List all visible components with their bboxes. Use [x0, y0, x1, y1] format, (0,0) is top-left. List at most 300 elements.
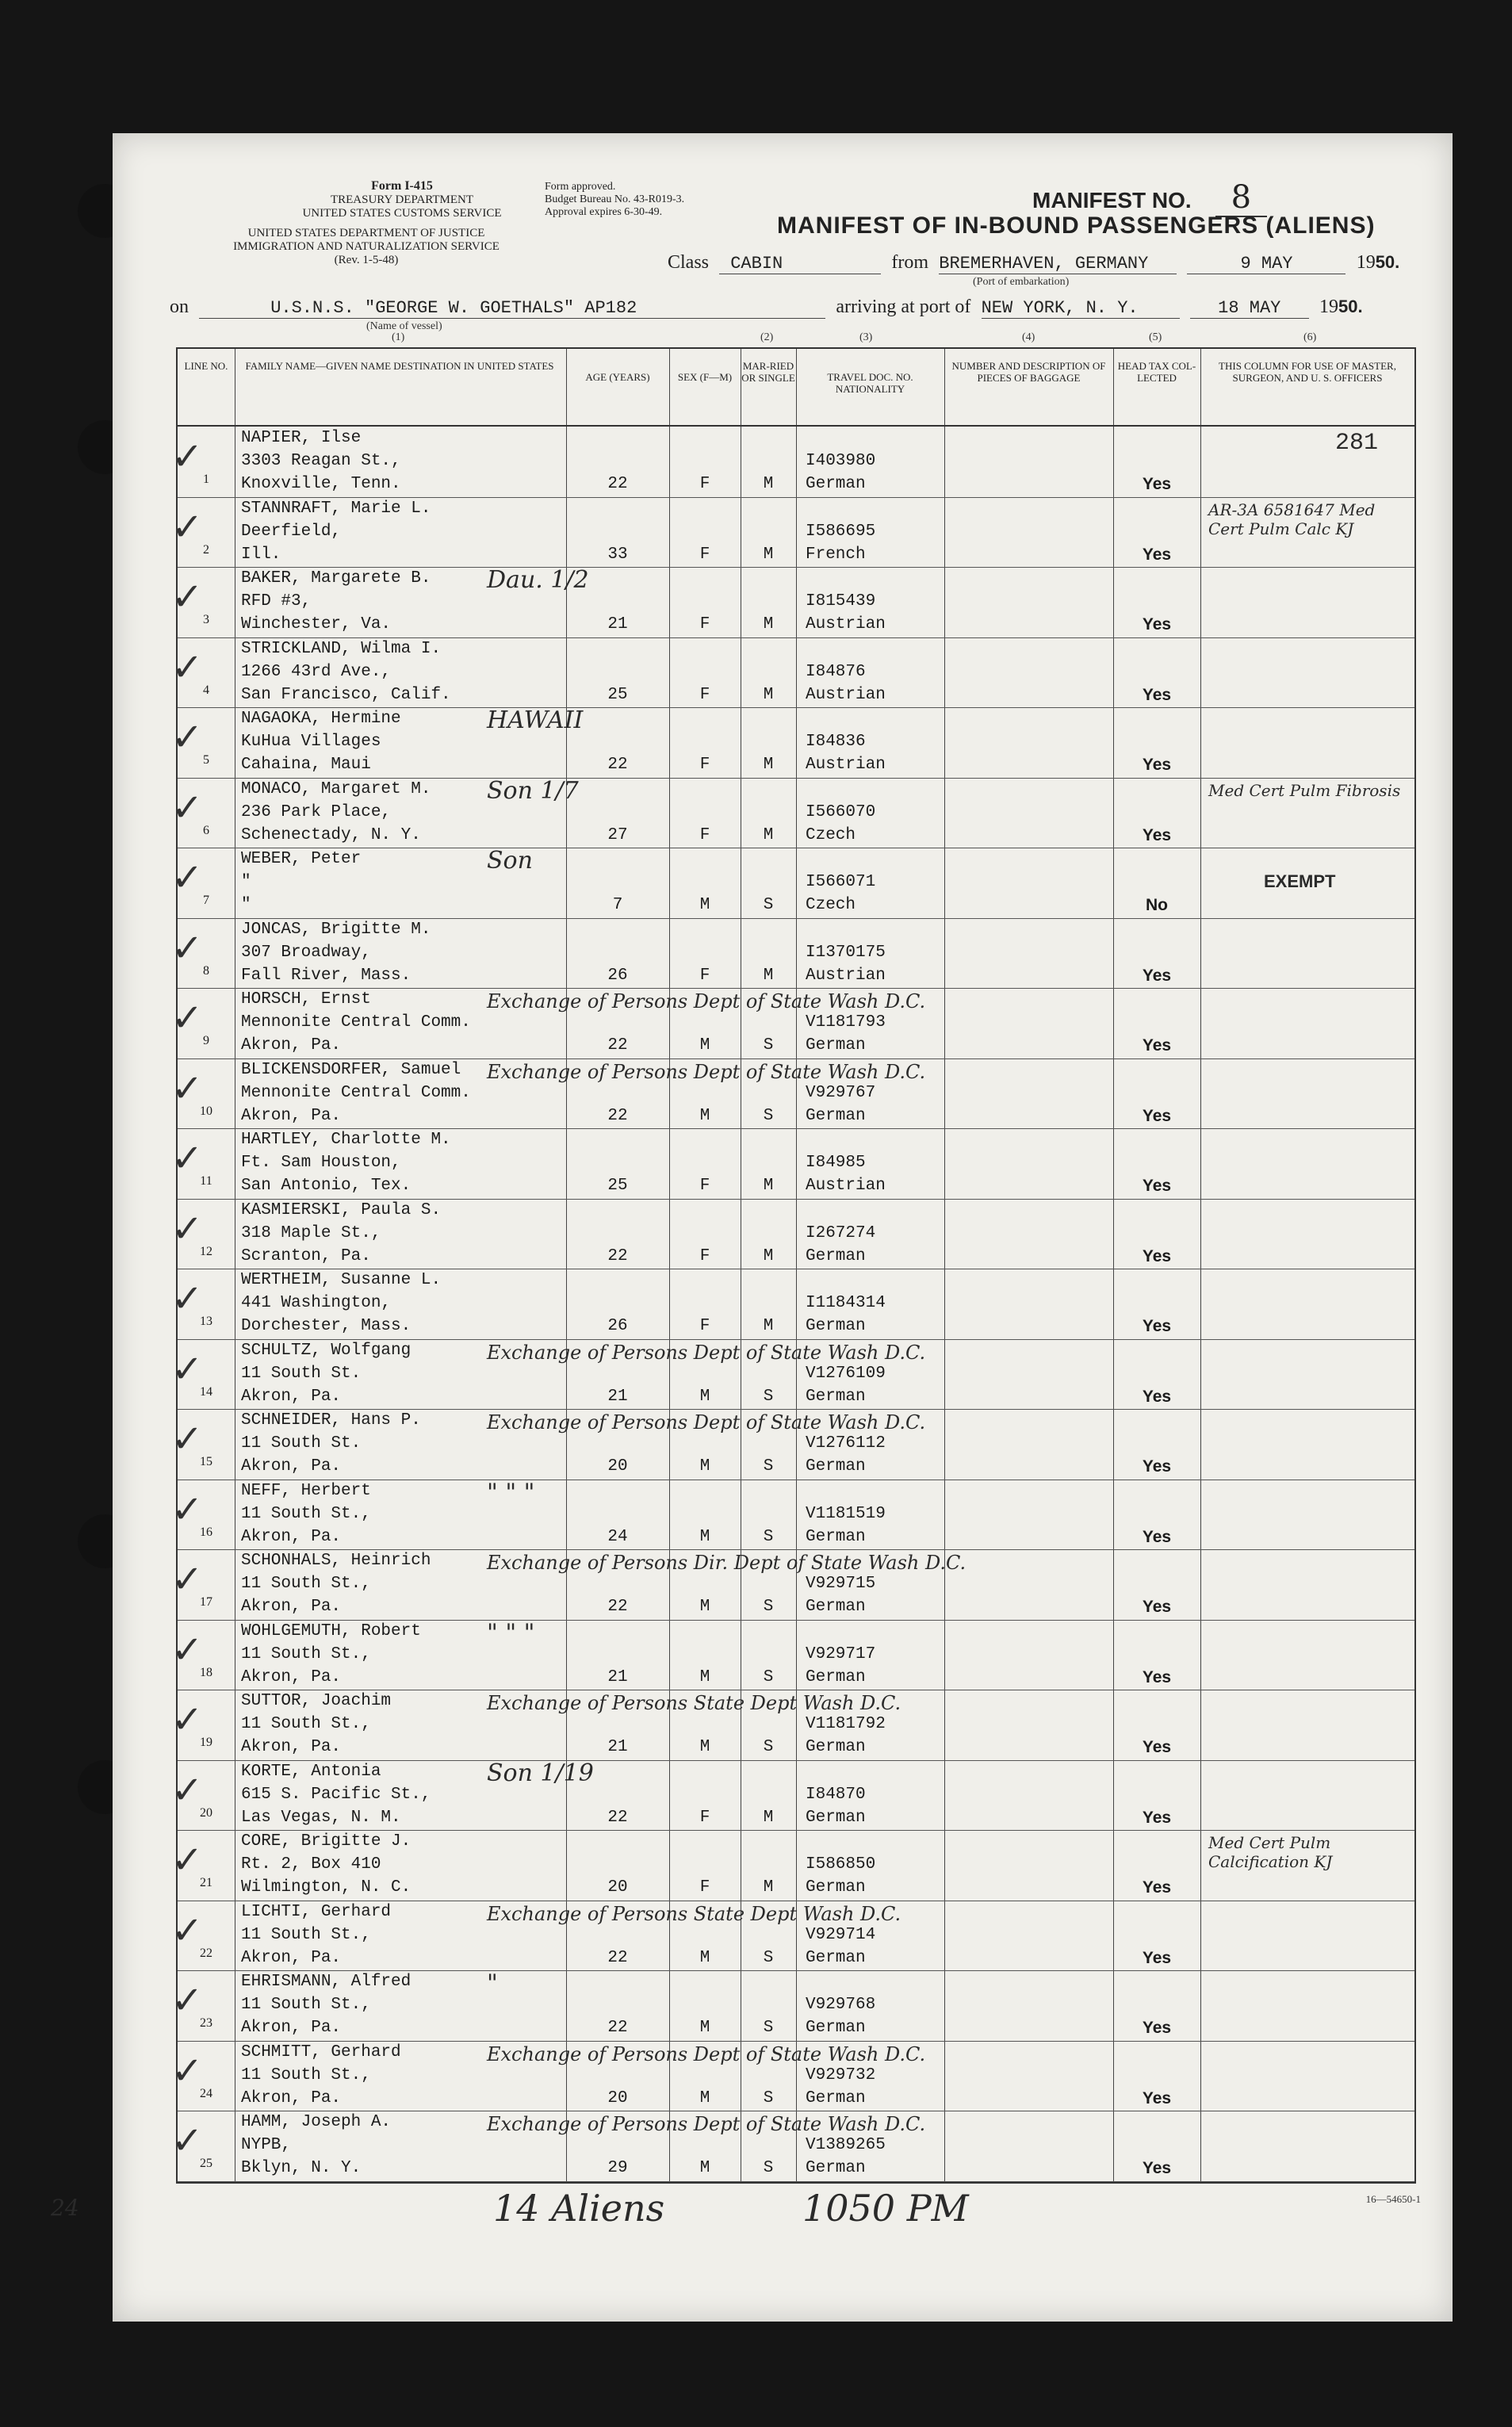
line-number: 14 — [200, 1384, 212, 1399]
travel-doc-number: I267274 — [806, 1223, 876, 1242]
handwritten-annotation: HAWAII — [487, 706, 584, 734]
head-tax: No — [1146, 896, 1168, 914]
table-row — [171, 1759, 1414, 1832]
passenger-address: Mennonite Central Comm. — [241, 1013, 471, 1032]
class-value: CABIN — [719, 254, 881, 274]
marital-status: M — [763, 475, 774, 493]
passenger-sex: F — [699, 756, 710, 774]
passenger-age: 26 — [607, 1317, 628, 1335]
marital-status: S — [763, 1598, 774, 1616]
customs-service: UNITED STATES CUSTOMS SERVICE — [302, 207, 502, 220]
travel-doc-number: V1181519 — [806, 1504, 886, 1523]
head-tax: Yes — [1142, 1738, 1172, 1756]
col-header-tax: HEAD TAX COL-LECTED — [1117, 360, 1196, 384]
passenger-address: 615 S. Pacific St., — [241, 1785, 431, 1804]
table-row — [171, 1970, 1414, 2042]
passenger-age: 21 — [607, 1387, 628, 1406]
checkmark-icon: ✓ — [171, 1206, 204, 1251]
checkmark-icon: ✓ — [171, 2048, 204, 2093]
passenger-age: 20 — [607, 1878, 628, 1897]
checkmark-icon: ✓ — [171, 1066, 204, 1111]
passenger-city: Akron, Pa. — [241, 1527, 342, 1546]
line-number: 19 — [200, 1736, 212, 1749]
budget-label: Budget Bureau No. 43-R019-3. — [545, 193, 685, 205]
line-number: 6 — [203, 823, 209, 837]
marital-status: M — [763, 825, 774, 844]
head-tax: Yes — [1142, 545, 1172, 564]
arrival-date: 18 MAY — [1190, 298, 1309, 319]
passenger-city: Akron, Pa. — [241, 1457, 342, 1476]
passenger-city: San Francisco, Calif. — [241, 685, 451, 704]
form-number: Form I-415 — [371, 179, 433, 193]
travel-doc-number: V929732 — [806, 2065, 876, 2084]
passenger-age: 22 — [607, 1948, 628, 1967]
head-tax: Yes — [1142, 1036, 1172, 1055]
travel-doc-number: I586695 — [806, 522, 876, 541]
line-number: 3 — [203, 613, 209, 626]
form-identifier — [299, 179, 505, 220]
marital-status: M — [763, 756, 774, 774]
passenger-name: EHRISMANN, Alfred — [241, 1973, 411, 1991]
travel-doc-number: I815439 — [806, 592, 876, 611]
passenger-address: Rt. 2, Box 410 — [241, 1855, 381, 1874]
nationality: German — [806, 1036, 866, 1055]
passenger-sex: M — [699, 1457, 710, 1476]
line-number: 18 — [200, 1665, 212, 1679]
passenger-name: MONACO, Margaret M. — [241, 779, 431, 798]
table-row — [171, 1901, 1414, 1972]
nationality: Austrian — [806, 615, 886, 634]
table-row — [171, 1058, 1414, 1130]
handwritten-annotation: Exchange of Persons State Dept Wash D.C. — [487, 1692, 901, 1714]
head-tax: Yes — [1142, 2159, 1172, 2177]
passenger-name: SUTTOR, Joachim — [241, 1692, 392, 1710]
passenger-sex: F — [699, 475, 710, 493]
arrival-year-prefix: 19 — [1319, 297, 1338, 317]
marital-status: S — [763, 1527, 774, 1546]
passenger-age: 7 — [612, 896, 623, 914]
head-tax: Yes — [1142, 1457, 1172, 1476]
travel-doc-number: I1184314 — [806, 1294, 886, 1312]
checkmark-icon: ✓ — [171, 1767, 204, 1813]
passenger-age: 22 — [607, 756, 628, 774]
passenger-city: San Antonio, Tex. — [241, 1177, 411, 1195]
handwritten-annotation: Son — [487, 847, 533, 875]
passenger-age: 22 — [607, 1036, 628, 1055]
table-row — [171, 1478, 1414, 1551]
travel-doc-number: V929717 — [806, 1644, 876, 1663]
ins-label: IMMIGRATION AND NATURALIZATION SERVICE — [233, 240, 500, 253]
nationality: Austrian — [806, 756, 886, 774]
line-number: 25 — [200, 2157, 212, 2170]
line-number: 15 — [200, 1455, 212, 1468]
checkmark-icon: ✓ — [171, 504, 204, 549]
marital-status: S — [763, 1387, 774, 1406]
travel-doc-number: V929714 — [806, 1925, 876, 1944]
col-header-age: AGE (YEARS) — [585, 371, 650, 383]
passenger-sex: M — [699, 1036, 710, 1055]
nationality: German — [806, 1317, 866, 1335]
departure-year: 50. — [1375, 252, 1400, 272]
officer-note: Med Cert Pulm Fibrosis — [1208, 780, 1401, 800]
col-number: (3) — [859, 331, 873, 343]
handwritten-annotation: Exchange of Persons Dept of State Wash D.C. — [487, 1341, 926, 1364]
passenger-address: 11 South St. — [241, 1434, 362, 1453]
line-number: 11 — [200, 1174, 212, 1188]
passenger-address: 236 Park Place, — [241, 802, 392, 821]
marital-status: M — [763, 1177, 774, 1195]
table-row — [171, 1690, 1414, 1761]
passenger-sex: M — [699, 1106, 710, 1125]
nationality: German — [806, 1738, 866, 1756]
checkmark-icon: ✓ — [171, 856, 204, 900]
passenger-age: 22 — [607, 2019, 628, 2037]
head-tax: Yes — [1142, 1317, 1172, 1335]
col-header-line: LINE NO. — [184, 360, 228, 372]
travel-doc-number: I1370175 — [806, 943, 886, 962]
passenger-city: Winchester, Va. — [241, 615, 392, 634]
table-row — [171, 637, 1414, 709]
table-row — [171, 1128, 1414, 1200]
col-number: (1) — [392, 331, 405, 343]
marital-status: S — [763, 2088, 774, 2107]
handwritten-annotation: Exchange of Persons Dept of State Wash D.C. — [487, 2042, 926, 2065]
passenger-city: Ill. — [241, 545, 281, 564]
nationality: German — [806, 1598, 866, 1616]
passenger-age: 29 — [607, 2159, 628, 2177]
head-tax: Yes — [1142, 685, 1172, 704]
col-header-name: FAMILY NAME—GIVEN NAME DESTINATION IN UNITED STATES — [245, 360, 554, 372]
passenger-city: Akron, Pa. — [241, 1948, 342, 1967]
table-row — [171, 2111, 1414, 2182]
nationality: German — [806, 1246, 866, 1265]
officer-note: AR-3A 6581647 Med Cert Pulm Calc KJ — [1208, 500, 1376, 538]
passenger-city: Akron, Pa. — [241, 1106, 342, 1125]
passenger-name: WERTHEIM, Susanne L. — [241, 1271, 442, 1289]
doj-label: UNITED STATES DEPARTMENT OF JUSTICE — [247, 227, 485, 239]
checkmark-icon: ✓ — [171, 575, 204, 619]
head-tax: Yes — [1142, 1878, 1172, 1897]
travel-doc-number: V929767 — [806, 1083, 876, 1102]
table-row — [171, 1269, 1414, 1340]
travel-doc-number: V1276109 — [806, 1364, 886, 1383]
left-margin-mark: 24 — [51, 2195, 79, 2221]
passenger-city: Cahaina, Maui — [241, 756, 371, 774]
nationality: German — [806, 475, 866, 493]
passenger-sex: F — [699, 1246, 710, 1265]
passenger-sex: F — [699, 685, 710, 704]
passenger-age: 22 — [607, 475, 628, 493]
nationality: Austrian — [806, 685, 886, 704]
officer-note: EXEMPT — [1264, 871, 1336, 891]
arrival-time-note: 1050 PM — [802, 2187, 969, 2230]
line-number: 17 — [200, 1595, 212, 1609]
head-tax: Yes — [1142, 1948, 1172, 1967]
marital-status: S — [763, 2019, 774, 2037]
table-row — [171, 427, 1414, 498]
line-number: 13 — [200, 1315, 212, 1328]
travel-doc-number: V1276112 — [806, 1434, 886, 1453]
nationality: German — [806, 1106, 866, 1125]
table-row — [171, 1409, 1414, 1480]
marital-status: S — [763, 1667, 774, 1686]
passenger-address: 11 South St., — [241, 1575, 371, 1593]
passenger-city: " — [241, 896, 251, 914]
checkmark-icon: ✓ — [171, 1557, 204, 1602]
revision-label: (Rev. 1-5-48) — [334, 254, 399, 266]
table-row — [171, 776, 1414, 849]
travel-doc-number: V929768 — [806, 1996, 876, 2014]
passenger-sex: M — [699, 2088, 710, 2107]
handwritten-annotation: " — [487, 1970, 498, 1997]
arrival-year: 50. — [1338, 297, 1363, 316]
passenger-city: Knoxville, Tenn. — [241, 475, 401, 493]
nationality: German — [806, 1808, 866, 1827]
travel-doc-number: I84876 — [806, 662, 866, 681]
table-row — [171, 2041, 1414, 2112]
handwritten-annotation: Exchange of Persons Dept of State Wash D.C. — [487, 990, 926, 1013]
nationality: French — [806, 545, 866, 564]
passenger-name: BLICKENSDORFER, Samuel — [241, 1060, 461, 1079]
line-number: 12 — [200, 1244, 212, 1258]
passenger-table — [171, 331, 1416, 2184]
vessel-line — [170, 297, 1363, 319]
checkmark-icon: ✓ — [171, 1487, 204, 1532]
marital-status: S — [763, 896, 774, 914]
nationality: German — [806, 1457, 866, 1476]
checkmark-icon: ✓ — [171, 1838, 204, 1882]
from-label: from — [891, 252, 929, 273]
passenger-age: 22 — [607, 1598, 628, 1616]
passenger-age: 27 — [607, 825, 628, 844]
passenger-city: Akron, Pa. — [241, 1387, 342, 1406]
handwritten-annotation: Son 1/19 — [487, 1759, 594, 1787]
handwritten-annotation: Exchange of Persons Dept of State Wash D.C. — [487, 2113, 926, 2135]
nationality: Czech — [806, 896, 856, 914]
travel-doc-number: I586850 — [806, 1855, 876, 1874]
class-line — [668, 252, 1399, 274]
passenger-age: 21 — [607, 1667, 628, 1686]
treasury-dept: TREASURY DEPARTMENT — [330, 193, 474, 206]
passenger-city: Dorchester, Mass. — [241, 1317, 411, 1335]
nationality: German — [806, 2019, 866, 2037]
on-label: on — [170, 297, 189, 317]
line-number: 1 — [203, 473, 209, 486]
passenger-name: SCHMITT, Gerhard — [241, 2042, 401, 2061]
port-caption: (Port of embarkation) — [973, 276, 1070, 288]
line-number: 5 — [203, 753, 209, 767]
passenger-name: BAKER, Margarete B. — [241, 569, 431, 588]
passenger-age: 33 — [607, 545, 628, 564]
passenger-name: HAMM, Joseph A. — [241, 2113, 392, 2131]
handwritten-annotation: Dau. 1/2 — [487, 566, 589, 594]
marital-status: S — [763, 1738, 774, 1756]
passenger-name: KASMIERSKI, Paula S. — [241, 1200, 442, 1219]
passenger-age: 25 — [607, 1177, 628, 1195]
passenger-age: 25 — [607, 685, 628, 704]
passenger-age: 22 — [607, 1246, 628, 1265]
nationality: Czech — [806, 825, 856, 844]
checkmark-icon: ✓ — [171, 785, 204, 830]
departure-year-prefix: 19 — [1356, 252, 1376, 273]
handwritten-annotation: Exchange of Persons Dir. Dept of State Wash D.C. — [487, 1552, 967, 1574]
line-number: 8 — [203, 963, 209, 978]
col-number: (2) — [760, 331, 774, 343]
line-number: 20 — [200, 1805, 212, 1820]
manifest-label: MANIFEST NO. — [1032, 188, 1192, 212]
head-tax: Yes — [1142, 1667, 1172, 1686]
passenger-name: SCHULTZ, Wolfgang — [241, 1341, 411, 1360]
travel-doc-number: I84836 — [806, 733, 866, 751]
handwritten-annotation: Exchange of Persons State Dept Wash D.C. — [487, 1902, 901, 1925]
passenger-address: 307 Broadway, — [241, 943, 371, 962]
doj-block — [176, 227, 557, 267]
passenger-age: 21 — [607, 1738, 628, 1756]
passenger-city: Scranton, Pa. — [241, 1246, 371, 1265]
passenger-name: NEFF, Herbert — [241, 1481, 371, 1500]
travel-doc-number: I566071 — [806, 873, 876, 891]
arriving-label: arriving at port of — [836, 297, 971, 317]
passenger-city: Akron, Pa. — [241, 1598, 342, 1616]
head-tax: Yes — [1142, 1177, 1172, 1195]
nationality: German — [806, 1667, 866, 1686]
aliens-count-note: 14 Aliens — [493, 2187, 665, 2230]
travel-doc-number: I566070 — [806, 802, 876, 821]
passenger-name: WOHLGEMUTH, Robert — [241, 1621, 421, 1640]
line-number: 4 — [203, 683, 209, 697]
handwritten-annotation: " " " — [487, 1478, 535, 1506]
col-number: (6) — [1303, 331, 1317, 343]
passenger-city: Las Vegas, N. M. — [241, 1808, 401, 1827]
checkmark-icon: ✓ — [171, 1698, 204, 1742]
nationality: German — [806, 1878, 866, 1897]
passenger-city: Fall River, Mass. — [241, 966, 411, 985]
marital-status: M — [763, 685, 774, 704]
table-row — [171, 1199, 1414, 1270]
passenger-city: Wilmington, N. C. — [241, 1878, 411, 1897]
head-tax: Yes — [1142, 1598, 1172, 1616]
nationality: German — [806, 2159, 866, 2177]
col-number: (4) — [1022, 331, 1035, 343]
print-code: 16—54650-1 — [1365, 2193, 1421, 2205]
passenger-age: 20 — [607, 2088, 628, 2107]
passenger-age: 26 — [607, 966, 628, 985]
officer-note: 281 — [1335, 430, 1379, 457]
head-tax: Yes — [1142, 966, 1172, 985]
embark-port: BREMERHAVEN, GERMANY — [939, 254, 1177, 274]
passenger-name: KORTE, Antonia — [241, 1762, 381, 1781]
marital-status: S — [763, 2159, 774, 2177]
page-title: MANIFEST OF IN-BOUND PASSENGERS (ALIENS) — [777, 212, 1376, 239]
nationality: German — [806, 1387, 866, 1406]
passenger-sex: M — [699, 1667, 710, 1686]
head-tax: Yes — [1142, 2088, 1172, 2107]
marital-status: M — [763, 1246, 774, 1265]
passenger-city: Akron, Pa. — [241, 2088, 342, 2107]
travel-doc-number: I84870 — [806, 1785, 866, 1804]
checkmark-icon: ✓ — [171, 2119, 204, 2163]
checkmark-icon: ✓ — [171, 1346, 204, 1392]
checkmark-icon: ✓ — [171, 1136, 204, 1181]
marital-status: M — [763, 545, 774, 564]
passenger-sex: F — [699, 1177, 710, 1195]
passenger-address: 3303 Reagan St., — [241, 452, 401, 470]
line-number: 22 — [200, 1946, 212, 1960]
passenger-sex: M — [699, 1948, 710, 1967]
passenger-address: 318 Maple St., — [241, 1223, 381, 1242]
marital-status: M — [763, 1808, 774, 1827]
manifest-number — [1032, 179, 1267, 216]
passenger-sex: M — [699, 1387, 710, 1406]
passenger-address: Mennonite Central Comm. — [241, 1083, 471, 1102]
head-tax: Yes — [1142, 1387, 1172, 1406]
passenger-sex: M — [699, 2159, 710, 2177]
table-row — [171, 1339, 1414, 1411]
passenger-city: Akron, Pa. — [241, 1667, 342, 1686]
checkmark-icon: ✓ — [171, 645, 204, 690]
marital-status: M — [763, 1317, 774, 1335]
travel-doc-number: I84985 — [806, 1154, 866, 1172]
checkmark-icon: ✓ — [171, 1978, 204, 2023]
checkmark-icon: ✓ — [171, 925, 204, 970]
passenger-sex: M — [699, 1598, 710, 1616]
departure-date: 9 MAY — [1187, 254, 1345, 274]
marital-status: S — [763, 1036, 774, 1055]
travel-doc-number: V1389265 — [806, 2136, 886, 2154]
checkmark-icon: ✓ — [171, 1277, 204, 1321]
passenger-sex: F — [699, 545, 710, 564]
checkmark-icon: ✓ — [171, 715, 204, 760]
handwritten-annotation: " " " — [487, 1618, 535, 1647]
table-row — [171, 988, 1414, 1059]
passenger-sex: F — [699, 1878, 710, 1897]
passenger-city: Akron, Pa. — [241, 1738, 342, 1756]
passenger-sex: M — [699, 2019, 710, 2037]
passenger-address: NYPB, — [241, 2136, 292, 2154]
marital-status: S — [763, 1106, 774, 1125]
passenger-name: SCHONHALS, Heinrich — [241, 1552, 431, 1570]
passenger-name: HORSCH, Ernst — [241, 990, 371, 1009]
head-tax: Yes — [1142, 825, 1172, 844]
checkmark-icon: ✓ — [171, 1627, 204, 1672]
passenger-sex: F — [699, 966, 710, 985]
passenger-city: Akron, Pa. — [241, 1036, 342, 1055]
passenger-city: Schenectady, N. Y. — [241, 825, 421, 844]
nationality: German — [806, 1948, 866, 1967]
head-tax: Yes — [1142, 1527, 1172, 1546]
checkmark-icon: ✓ — [171, 434, 204, 479]
passenger-name: CORE, Brigitte J. — [241, 1832, 411, 1851]
nationality: Austrian — [806, 1177, 886, 1195]
table-row — [171, 1830, 1414, 1901]
passenger-address: " — [241, 873, 251, 891]
marital-status: S — [763, 1457, 774, 1476]
passenger-address: 11 South St., — [241, 1715, 371, 1733]
approved-label: Form approved. — [545, 181, 616, 193]
passenger-name: STANNRAFT, Marie L. — [241, 499, 431, 518]
passenger-sex: F — [699, 1808, 710, 1827]
table-row — [171, 706, 1414, 779]
travel-doc-number: V929715 — [806, 1575, 876, 1593]
travel-doc-number: V1181793 — [806, 1013, 886, 1032]
line-number: 2 — [203, 542, 209, 557]
marital-status: M — [763, 1878, 774, 1897]
head-tax: Yes — [1142, 475, 1172, 493]
budget-block — [545, 181, 751, 219]
col-header-doc: TRAVEL DOC. NO. NATIONALITY — [827, 371, 913, 395]
col-header-sex: SEX (F—M) — [677, 371, 733, 383]
head-tax: Yes — [1142, 1106, 1172, 1125]
